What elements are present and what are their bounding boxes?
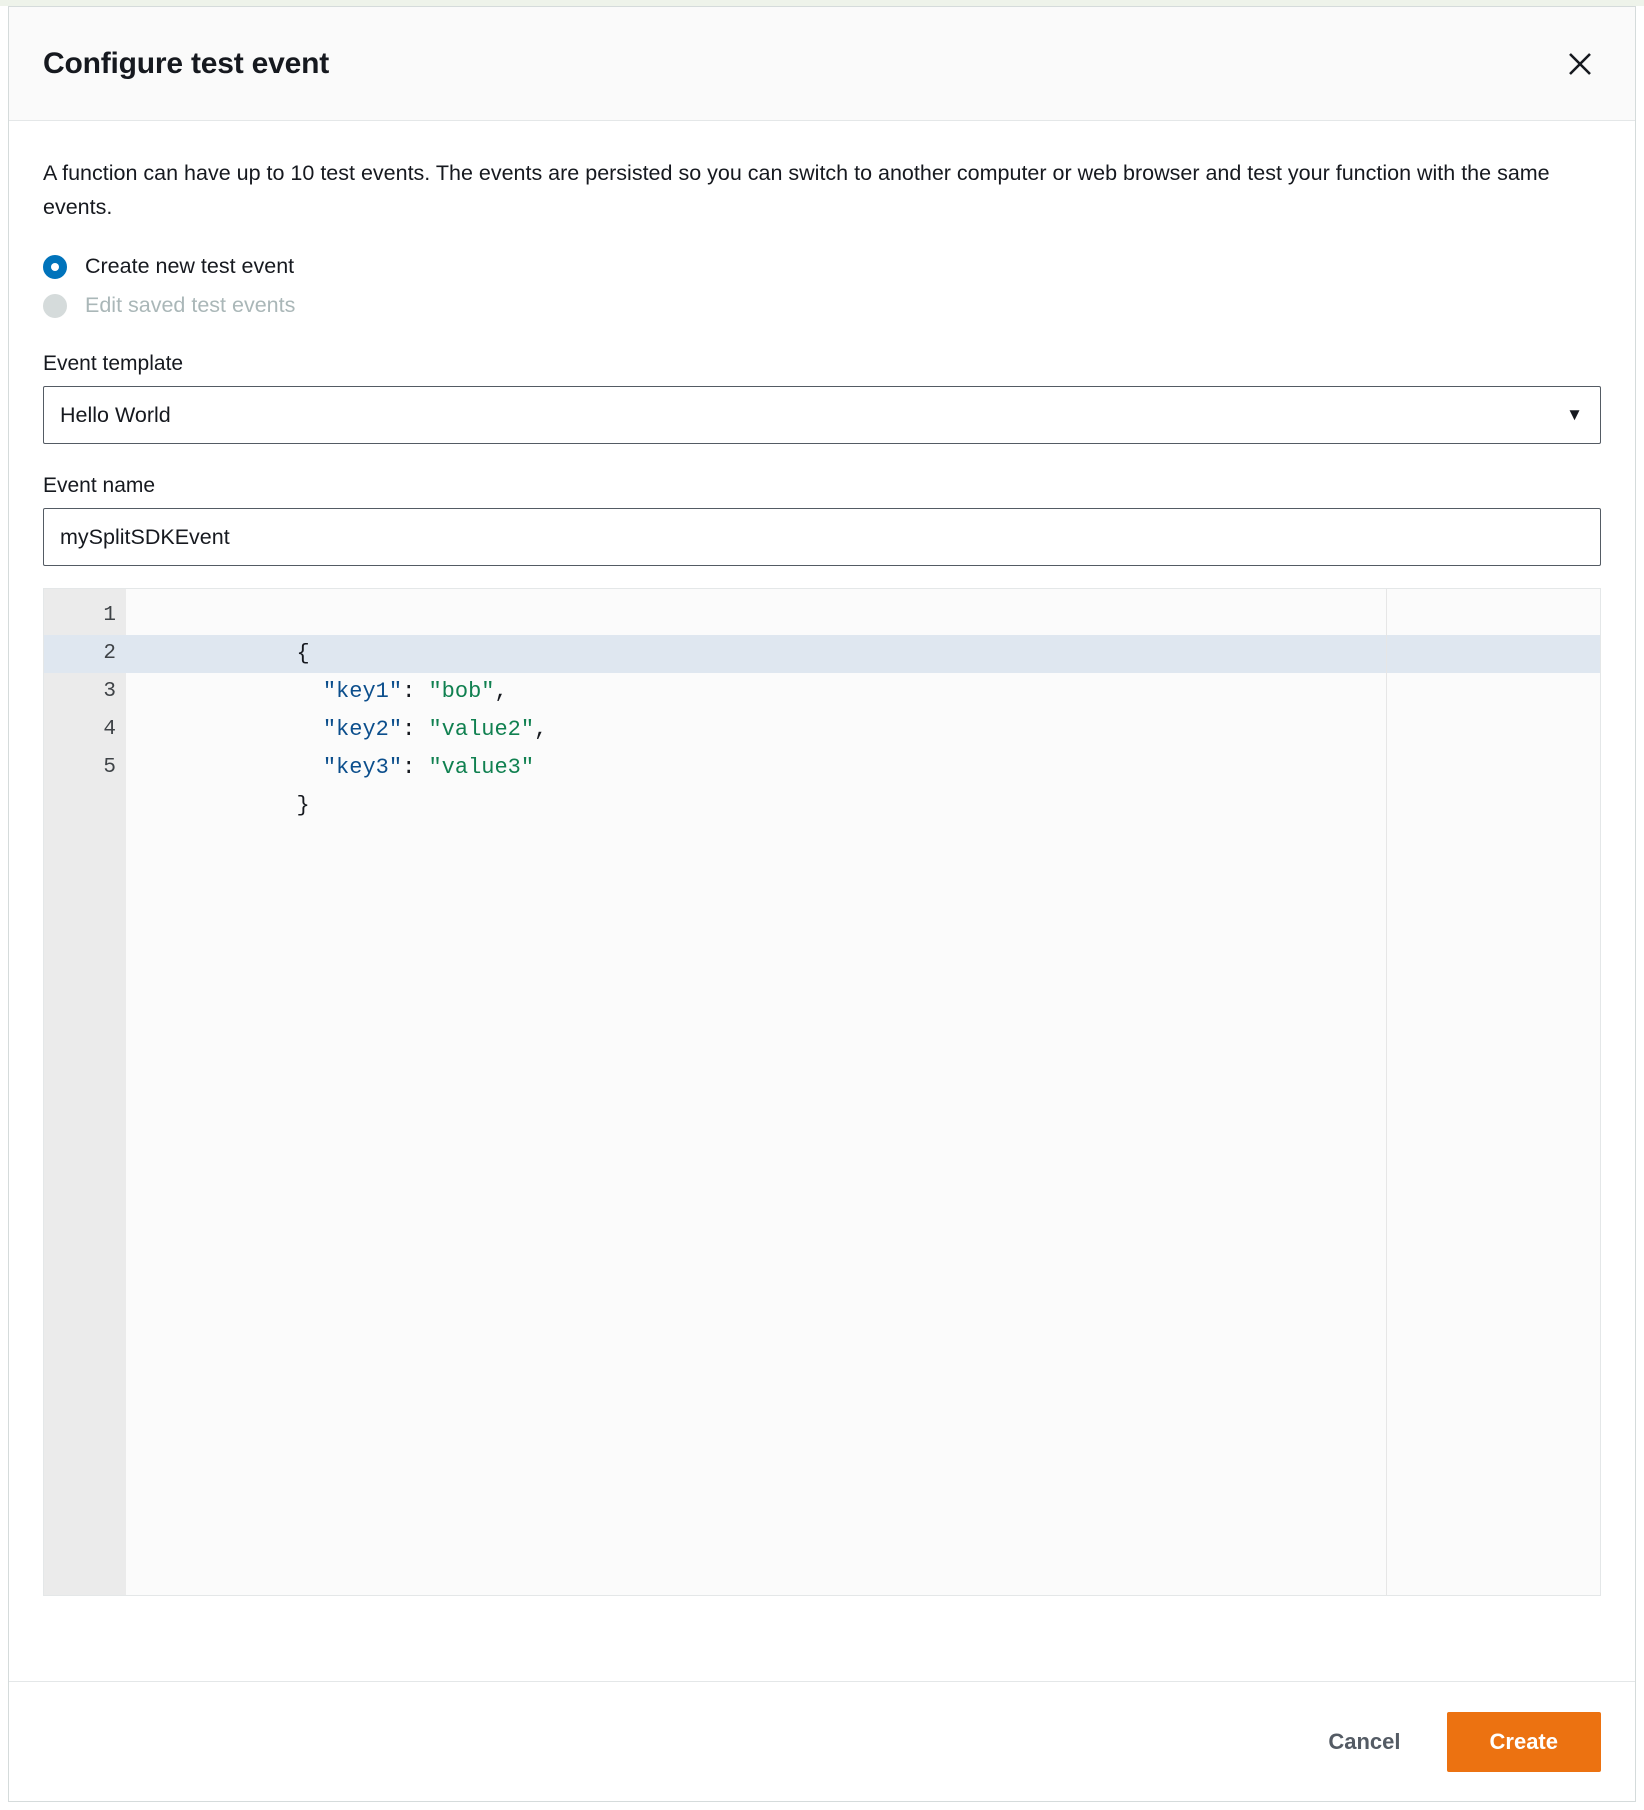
chevron-down-icon: ▼ bbox=[1566, 405, 1583, 425]
json-code-editor[interactable] bbox=[43, 588, 1601, 1596]
event-template-label: Event template bbox=[43, 352, 184, 376]
dialog-footer bbox=[9, 1681, 1635, 1801]
create-button[interactable]: Create bbox=[1447, 1712, 1601, 1772]
radio-label-edit-saved: Edit saved test events bbox=[85, 293, 296, 318]
code-token: "value3" bbox=[428, 755, 535, 781]
close-icon[interactable] bbox=[1557, 41, 1603, 87]
editor-print-margin bbox=[1386, 589, 1387, 1595]
code-token: "bob" bbox=[428, 679, 495, 705]
code-token: : bbox=[402, 679, 429, 705]
code-line bbox=[126, 635, 1600, 705]
code-token: : bbox=[402, 717, 429, 743]
code-line bbox=[126, 597, 1600, 667]
gutter-line: 3 bbox=[103, 680, 116, 704]
code-token: , bbox=[534, 717, 548, 743]
dialog-description: A function can have up to 10 test events. The events are persisted so you can switch to another computer or web browser and test your function with the same events. bbox=[43, 161, 1550, 219]
code-token: , bbox=[494, 679, 508, 705]
gutter-line: 4 bbox=[103, 718, 116, 742]
event-mode-radio-group bbox=[43, 254, 1601, 318]
gutter-line: 2 bbox=[44, 635, 126, 673]
code-token: { bbox=[296, 641, 310, 667]
configure-test-event-dialog bbox=[8, 6, 1636, 1802]
event-template-select-wrap bbox=[43, 386, 1601, 444]
code-token: "key3" bbox=[296, 755, 403, 781]
cancel-button[interactable]: Cancel bbox=[1310, 1715, 1418, 1769]
radio-icon-disabled bbox=[43, 294, 67, 318]
radio-label-create-new: Create new test event bbox=[85, 254, 295, 279]
dialog-header bbox=[9, 7, 1635, 121]
event-name-label: Event name bbox=[43, 474, 156, 498]
event-template-select[interactable]: Hello World bbox=[43, 386, 1601, 444]
code-token: "key1" bbox=[296, 679, 403, 705]
radio-edit-saved-test-events[interactable] bbox=[43, 293, 1601, 318]
event-name-input[interactable] bbox=[43, 508, 1601, 566]
page-title: Configure test event bbox=[43, 46, 330, 80]
dialog-body bbox=[9, 121, 1635, 1681]
editor-line-numbers bbox=[44, 589, 126, 1595]
radio-create-new-test-event[interactable] bbox=[43, 254, 1601, 279]
code-token: "key2" bbox=[296, 717, 403, 743]
code-token: : bbox=[402, 755, 429, 781]
editor-code-area[interactable] bbox=[126, 589, 1600, 1595]
gutter-line: 1 bbox=[44, 597, 126, 635]
radio-icon-selected bbox=[43, 255, 67, 279]
code-token: "value2" bbox=[428, 717, 535, 743]
code-token: } bbox=[296, 793, 310, 819]
gutter-line: 5 bbox=[103, 756, 116, 780]
